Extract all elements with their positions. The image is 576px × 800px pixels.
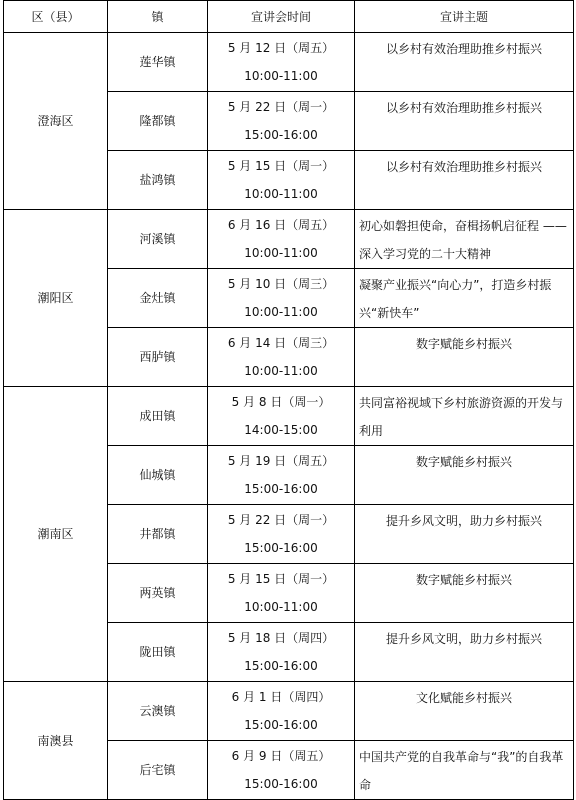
table-row	[4, 210, 574, 269]
town-cell: 后宅镇	[108, 741, 208, 800]
time-cell	[208, 92, 355, 151]
town-cell: 西胪镇	[108, 328, 208, 387]
time-range-text: 15:00-16:00	[244, 541, 318, 555]
time-range-text: 15:00-16:00	[244, 659, 318, 673]
district-cell: 澄海区	[4, 33, 108, 210]
theme-cell: 共同富裕视域下乡村旅游资源的开发与利用	[355, 387, 574, 446]
theme-cell: 数字赋能乡村振兴	[355, 328, 574, 387]
town-cell: 盐鸿镇	[108, 151, 208, 210]
town-cell: 两英镇	[108, 564, 208, 623]
header-district: 区（县）	[4, 1, 108, 33]
district-cell: 南澳县	[4, 682, 108, 800]
time-cell	[208, 210, 355, 269]
town-cell: 河溪镇	[108, 210, 208, 269]
date-text: 5 月 19 日（周五）	[227, 454, 335, 468]
theme-cell: 数字赋能乡村振兴	[355, 446, 574, 505]
date-text: 6 月 16 日（周五）	[227, 218, 335, 232]
district-cell: 潮南区	[4, 387, 108, 682]
schedule-table	[3, 0, 574, 800]
date-text: 6 月 9 日（周五）	[231, 749, 331, 763]
date-text: 5 月 15 日（周一）	[227, 159, 335, 173]
time-cell	[208, 151, 355, 210]
time-cell	[208, 505, 355, 564]
date-text: 5 月 8 日（周一）	[231, 395, 331, 409]
header-row	[4, 1, 574, 33]
time-cell	[208, 682, 355, 741]
time-cell	[208, 33, 355, 92]
date-text: 5 月 12 日（周五）	[227, 41, 335, 55]
town-cell: 仙城镇	[108, 446, 208, 505]
header-time: 宣讲会时间	[208, 1, 355, 33]
district-cell: 潮阳区	[4, 210, 108, 387]
town-cell: 莲华镇	[108, 33, 208, 92]
date-text: 6 月 1 日（周四）	[231, 690, 331, 704]
town-cell: 金灶镇	[108, 269, 208, 328]
date-text: 5 月 10 日（周三）	[227, 277, 335, 291]
time-range-text: 15:00-16:00	[244, 718, 318, 732]
table-row	[4, 387, 574, 446]
theme-cell: 以乡村有效治理助推乡村振兴	[355, 33, 574, 92]
time-range-text: 10:00-11:00	[244, 246, 318, 260]
date-text: 5 月 15 日（周一）	[227, 572, 335, 586]
theme-cell: 以乡村有效治理助推乡村振兴	[355, 151, 574, 210]
theme-cell: 文化赋能乡村振兴	[355, 682, 574, 741]
time-range-text: 10:00-11:00	[244, 187, 318, 201]
time-range-text: 15:00-16:00	[244, 482, 318, 496]
date-text: 6 月 14 日（周三）	[227, 336, 335, 350]
theme-cell: 凝聚产业振兴“向心力”，打造乡村振兴“新快车”	[355, 269, 574, 328]
theme-cell: 中国共产党的自我革命与“我”的自我革命	[355, 741, 574, 800]
time-range-text: 15:00-16:00	[244, 777, 318, 791]
theme-cell: 提升乡风文明，助力乡村振兴	[355, 623, 574, 682]
town-cell: 陇田镇	[108, 623, 208, 682]
time-cell	[208, 564, 355, 623]
time-cell	[208, 741, 355, 800]
theme-cell: 提升乡风文明，助力乡村振兴	[355, 505, 574, 564]
header-town: 镇	[108, 1, 208, 33]
date-text: 5 月 22 日（周一）	[227, 100, 335, 114]
date-text: 5 月 18 日（周四）	[227, 631, 335, 645]
time-range-text: 10:00-11:00	[244, 69, 318, 83]
town-cell: 成田镇	[108, 387, 208, 446]
time-cell	[208, 328, 355, 387]
theme-cell: 初心如磐担使命，奋楫扬帆启征程 ——深入学习党的二十大精神	[355, 210, 574, 269]
town-cell: 云澳镇	[108, 682, 208, 741]
theme-cell: 数字赋能乡村振兴	[355, 564, 574, 623]
time-range-text: 14:00-15:00	[244, 423, 318, 437]
time-cell	[208, 623, 355, 682]
header-theme: 宣讲主题	[355, 1, 574, 33]
theme-cell: 以乡村有效治理助推乡村振兴	[355, 92, 574, 151]
time-cell	[208, 269, 355, 328]
time-range-text: 10:00-11:00	[244, 364, 318, 378]
time-range-text: 15:00-16:00	[244, 128, 318, 142]
table-row	[4, 682, 574, 741]
date-text: 5 月 22 日（周一）	[227, 513, 335, 527]
town-cell: 隆都镇	[108, 92, 208, 151]
town-cell: 井都镇	[108, 505, 208, 564]
time-range-text: 10:00-11:00	[244, 600, 318, 614]
time-range-text: 10:00-11:00	[244, 305, 318, 319]
time-cell	[208, 446, 355, 505]
time-cell	[208, 387, 355, 446]
table-row	[4, 33, 574, 92]
